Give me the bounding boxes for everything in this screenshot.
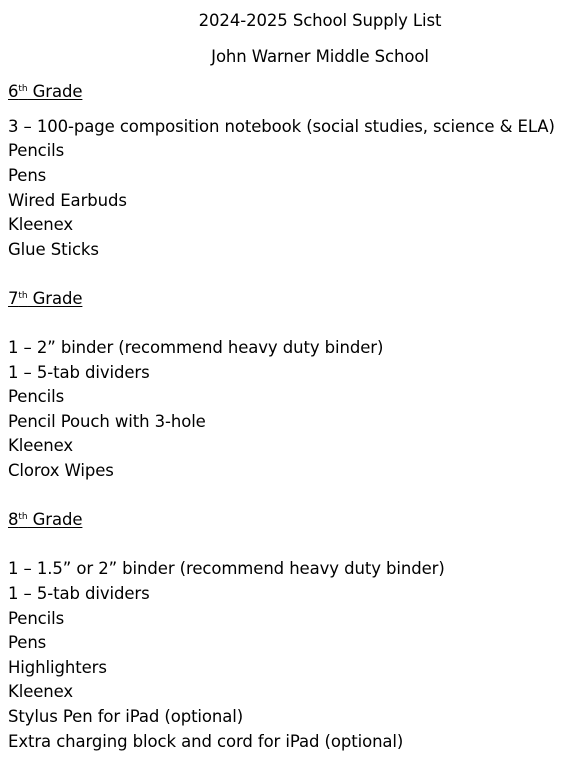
list-item: Stylus Pen for iPad (optional) — [8, 707, 244, 726]
list-item: Pencils — [8, 141, 65, 160]
list-item: 3 – 100-page composition notebook (social studies, science & ELA) — [8, 117, 555, 136]
list-item: Pencils — [8, 609, 65, 628]
list-item: Kleenex — [8, 682, 74, 701]
list-item: Pens — [8, 166, 47, 185]
list-item: Highlighters — [8, 658, 107, 677]
list-item: Clorox Wipes — [8, 461, 114, 480]
list-item: 1 – 5-tab dividers — [8, 363, 150, 382]
list-item: Kleenex — [8, 436, 74, 455]
grade-7-heading: 7th Grade — [8, 289, 83, 308]
school-name: John Warner Middle School — [211, 47, 429, 66]
list-item: Kleenex — [8, 215, 74, 234]
list-item: 1 – 5-tab dividers — [8, 584, 150, 603]
list-item: 1 – 2” binder (recommend heavy duty binder) — [8, 338, 384, 357]
grade-8-heading: 8th Grade — [8, 510, 83, 529]
list-item: Extra charging block and cord for iPad (optional) — [8, 732, 404, 751]
list-item: Wired Earbuds — [8, 191, 127, 210]
list-item: Pencil Pouch with 3-hole — [8, 412, 206, 431]
document-title: 2024-2025 School Supply List — [198, 11, 442, 30]
list-item: Pens — [8, 633, 47, 652]
grade-6-heading: 6th Grade — [8, 82, 83, 101]
list-item: Pencils — [8, 387, 65, 406]
list-item: Glue Sticks — [8, 240, 99, 259]
list-item: 1 – 1.5” or 2” binder (recommend heavy duty binder) — [8, 559, 445, 578]
